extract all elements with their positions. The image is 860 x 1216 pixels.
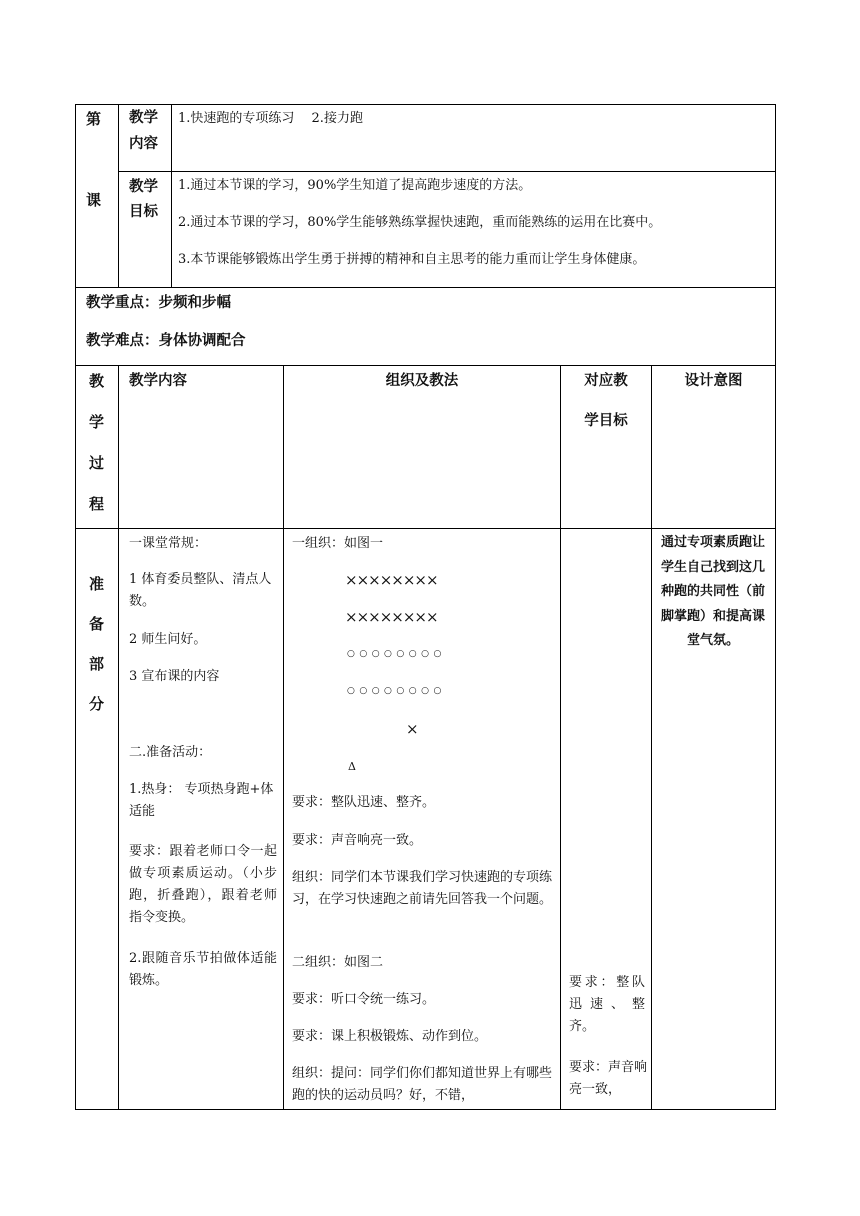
requirement-4: 要求：课上积极锻炼、动作到位。	[292, 1029, 488, 1044]
routine-item-1: 1 体育委员整队、清点人数。	[129, 572, 272, 609]
prep-char-4: 分	[89, 695, 105, 713]
warmup-item-2: 2.跟随音乐节拍做体适能锻炼。	[129, 951, 277, 988]
prep-char-3: 部	[89, 655, 105, 673]
routine-title: 一课堂常规：	[129, 536, 208, 551]
routine-item-3: 3 宣布课的内容	[129, 669, 220, 684]
goals-label-line2: 目标	[129, 204, 158, 220]
prep-char-2: 备	[89, 615, 105, 633]
header-goal-line1: 对应教	[584, 373, 628, 389]
goal-item-3: 3.本节课能够锻炼出学生勇于拼搏的精神和自主思考的能力重而让学生身体健康。	[178, 252, 646, 267]
formation-row-o-1: ○○○○○○○○	[347, 649, 446, 659]
warmup-item-1: 1.热身： 专项热身跑+体适能	[129, 782, 274, 819]
formation-row-x-2: ××××××××	[345, 608, 438, 626]
header-goal-line2: 学目标	[584, 413, 628, 429]
process-char-1: 教	[89, 372, 105, 390]
org-1: 一组织：如图一	[292, 536, 384, 551]
content-label-line2: 内容	[129, 136, 158, 152]
design-intent: 通过专项素质跑让学生自己找到这几种跑的共同性（前脚掌跑）和提高课堂气氛。	[660, 535, 765, 648]
process-char-4: 程	[89, 495, 105, 513]
process-char-3: 过	[89, 454, 105, 472]
goal-item-2: 2.通过本节课的学习，80%学生能够熟练掌握快速跑，重而能熟练的运用在比赛中。	[178, 215, 662, 230]
content-label-line1: 教学	[129, 110, 158, 126]
requirement-2: 要求：声音响亮一致。	[292, 833, 423, 848]
warmup-requirement: 要求：跟着老师口令一起做专项素质运动。（小步跑，折叠跑），跟着老师指令变换。	[129, 844, 277, 925]
teacher-x-marker: ×	[406, 720, 419, 738]
header-content: 教学内容	[129, 373, 187, 389]
header-method: 组织及教法	[385, 373, 459, 389]
warmup-title: 二.准备活动：	[129, 745, 212, 760]
delta-marker: Δ	[348, 760, 356, 773]
org-question: 组织：提问：同学们你们都知道世界上有哪些跑的快的运动员吗？好，不错，	[292, 1066, 553, 1103]
difficulty: 教学难点：身体协调配合	[86, 333, 246, 349]
formation-row-o-2: ○○○○○○○○	[347, 686, 446, 696]
process-char-2: 学	[89, 413, 105, 431]
requirement-1: 要求：整队迅速、整齐。	[292, 795, 436, 810]
goal-requirement-a: 要求：整队迅速、整齐。	[569, 975, 645, 1034]
org-2: 二组织：如图二	[292, 955, 384, 970]
goals-label-line1: 教学	[129, 179, 158, 195]
prep-char-1: 准	[89, 575, 105, 593]
content-text: 1.快速跑的专项练习 2.接力跑	[178, 111, 363, 126]
goal-item-1: 1.通过本节课的学习，90%学生知道了提高跑步速度的方法。	[178, 178, 532, 193]
lesson-side-char-1: 第	[86, 110, 102, 128]
formation-row-x-1: ××××××××	[345, 571, 438, 589]
org-text: 组织：同学们本节课我们学习快速跑的专项练习，在学习快速跑之前请先回答我一个问题。	[292, 870, 553, 907]
routine-item-2: 2 师生问好。	[129, 632, 207, 647]
requirement-3: 要求：听口令统一练习。	[292, 992, 436, 1007]
lesson-side-char-2: 课	[86, 191, 102, 209]
goal-requirement-b: 要求：声音响亮一致，	[569, 1060, 648, 1097]
key-point: 教学重点：步频和步幅	[86, 295, 231, 311]
header-intent: 设计意图	[684, 373, 743, 389]
